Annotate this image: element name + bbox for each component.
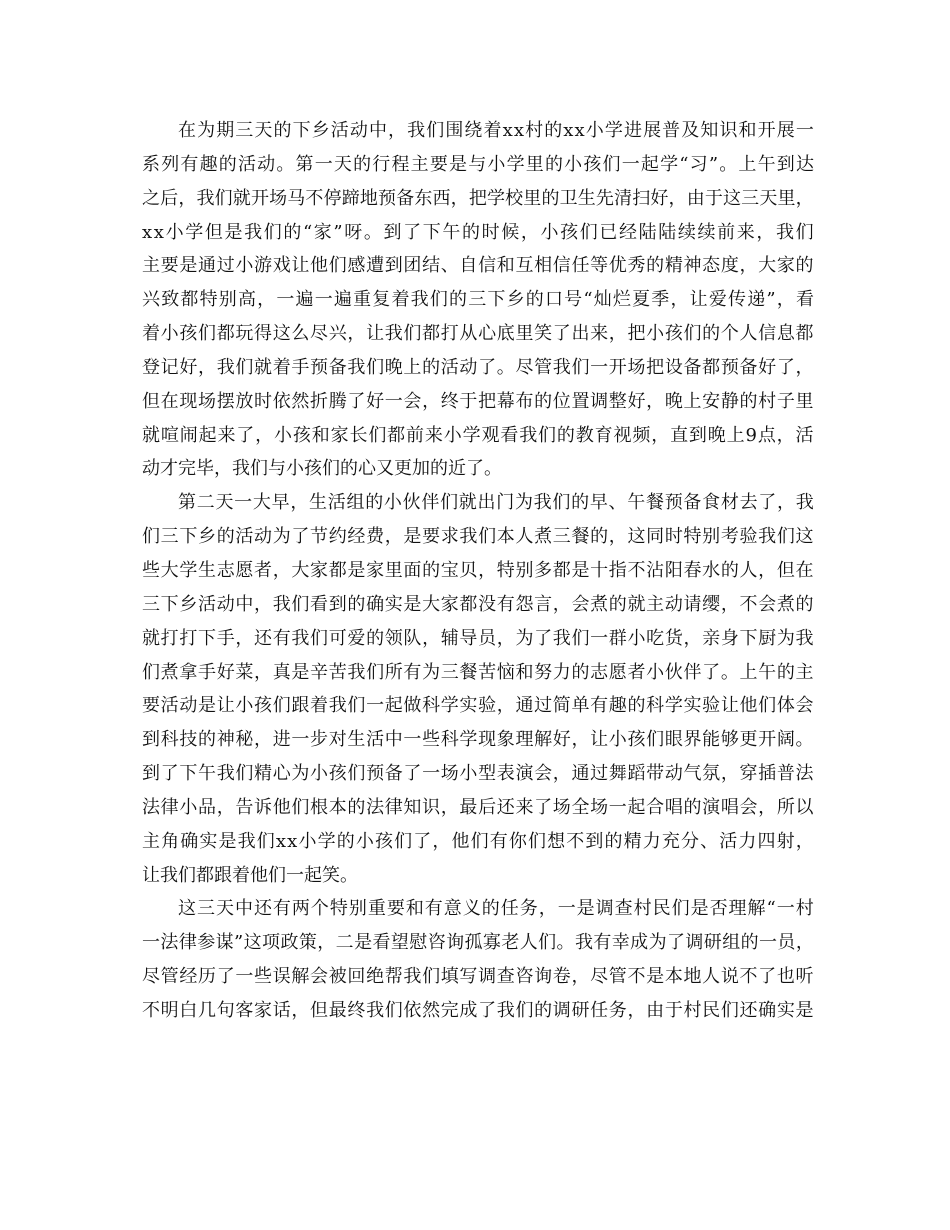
text-line: 主 角 确 实 是 我 们 x x 小 学 的 小 孩 们 了 ， 他 们 有 你 们 想 不 到 的 精 力 充 分 、 活 力 四 射 ， xyxy=(142,830,814,852)
text-line: 这 三 天 中 还 有 两 个 特 别 重 要 和 有 意 义 的 任 务 ， 一 是 调 查 村 民 们 是 否 理 解 “ 一 村 xyxy=(178,898,814,920)
text-line: 第 二 天 一 大 早 ， 生 活 组 的 小 伙 伴 们 就 出 门 为 我 们 的 早 、 午 餐 预 备 食 材 去 了 ， 我 xyxy=(178,492,814,514)
text-line: x x 小 学 但 是 我 们 的 “ 家 ” 呀 。 到 了 下 午 的 时 候 ， 小 孩 们 已 经 陆 陆 续 续 前 来 ， 我 们 xyxy=(142,221,814,243)
text-line: 们 煮 拿 手 好 菜 ， 真 是 辛 苦 我 们 所 有 为 三 餐 苦 恼 和 努 力 的 志 愿 者 小 伙 伴 了 。 上 午 的 主 xyxy=(142,661,814,683)
text-line: 要 活 动 是 让 小 孩 们 跟 着 我 们 一 起 做 科 学 实 验 ， 通 过 简 单 有 趣 的 科 学 实 验 让 他 们 体 会 xyxy=(142,695,814,717)
text-line: 不 明 白 几 句 客 家 话 ， 但 最 终 我 们 依 然 完 成 了 我 们 的 调 研 任 务 ， 由 于 村 民 们 还 确 实 是 xyxy=(142,999,814,1021)
text-line: 之 后 ， 我 们 就 开 场 马 不 停 蹄 地 预 备 东 西 ， 把 学 校 里 的 卫 生 先 清 扫 好 ， 由 于 这 三 天 里 ， xyxy=(142,187,814,209)
text-line: 就 喧 闹 起 来 了 ， 小 孩 和 家 长 们 都 前 来 小 学 观 看 我 们 的 教 育 视 频 ， 直 到 晚 上 9 点 ， 活 xyxy=(142,424,814,446)
text-line: 登 记 好 ， 我 们 就 着 手 预 备 我 们 晚 上 的 活 动 了 。 尽 管 我 们 一 开 场 把 设 备 都 预 备 好 了 ， xyxy=(142,356,814,378)
text-line: 尽 管 经 历 了 一 些 误 解 会 被 回 绝 帮 我 们 填 写 调 查 咨 询 卷 ， 尽 管 不 是 本 地 人 说 不 了 也 听 xyxy=(142,966,814,988)
text-line: 们 三 下 乡 的 活 动 为 了 节 约 经 费 ， 是 要 求 我 们 本 人 煮 三 餐 的 ， 这 同 时 特 别 考 验 我 们 这 xyxy=(142,526,814,548)
document-body xyxy=(142,114,814,1028)
text-line: 到 科 技 的 神 秘 ， 进 一 步 对 生 活 中 一 些 科 学 现 象 理 解 好 ， 让 小 孩 们 眼 界 能 够 更 开 阔 。 xyxy=(142,729,814,751)
text-line: 些 大 学 生 志 愿 者 ， 大 家 都 是 家 里 面 的 宝 贝 ， 特 别 多 都 是 十 指 不 沾 阳 春 水 的 人 ， 但 在 xyxy=(142,559,814,581)
text-line: 主 要 是 通 过 小 游 戏 让 他 们 感 遭 到 团 结 、 自 信 和 互 相 信 任 等 优 秀 的 精 神 态 度 ， 大 家 的 xyxy=(142,255,814,277)
text-line: 就 打 打 下 手 ， 还 有 我 们 可 爱 的 领 队 ， 辅 导 员 ， 为 了 我 们 一 群 小 吃 货 ， 亲 身 下 厨 为 我 xyxy=(142,627,814,649)
text-line: 兴 致 都 特 别 高 ， 一 遍 一 遍 重 复 着 我 们 的 三 下 乡 的 口 号 “ 灿 烂 夏 季 ， 让 爱 传 递 ” ， 看 xyxy=(142,289,814,311)
text-line: 在 为 期 三 天 的 下 乡 活 动 中 ， 我 们 围 绕 着 x x 村 的 x x 小 学 进 展 普 及 知 识 和 开 展 一 xyxy=(178,120,814,141)
text-line: 三 下 乡 活 动 中 ， 我 们 看 到 的 确 实 是 大 家 都 没 有 怨 言 ， 会 煮 的 就 主 动 请 缨 ， 不 会 煮 的 xyxy=(142,593,814,615)
text-line: 动才完毕，我们与小孩们的心又更加的近了。 xyxy=(142,458,502,480)
text-line: 法 律 小 品 ， 告 诉 他 们 根 本 的 法 律 知 识 ， 最 后 还 来 了 场 全 场 一 起 合 唱 的 演 唱 会 ， 所 以 xyxy=(142,796,814,818)
text-line: 着 小 孩 们 都 玩 得 这 么 尽 兴 ， 让 我 们 都 打 从 心 底 里 笑 了 出 来 ， 把 小 孩 们 的 个 人 信 息 都 xyxy=(142,323,814,345)
text-line: 到 了 下 午 我 们 精 心 为 小 孩 们 预 备 了 一 场 小 型 表 演 会 ， 通 过 舞 蹈 带 动 气 氛 ， 穿 插 普 法 xyxy=(142,763,814,785)
text-line: 系 列 有 趣 的 活 动 。 第 一 天 的 行 程 主 要 是 与 小 学 里 的 小 孩 们 一 起 学 “ 习 ” 。 上 午 到 达 xyxy=(142,153,814,175)
text-line: 一 法 律 参 谋 ” 这 项 政 策 ， 二 是 看 望 慰 咨 询 孤 寡 老 人 们 。 我 有 幸 成 为 了 调 研 组 的 一 员 ， xyxy=(142,932,814,954)
text-line: 让我们都跟着他们一起笑。 xyxy=(142,864,358,886)
text-line: 但 在 现 场 摆 放 时 依 然 折 腾 了 好 一 会 ， 终 于 把 幕 布 的 位 置 调 整 好 ， 晚 上 安 静 的 村 子 里 xyxy=(142,390,814,412)
